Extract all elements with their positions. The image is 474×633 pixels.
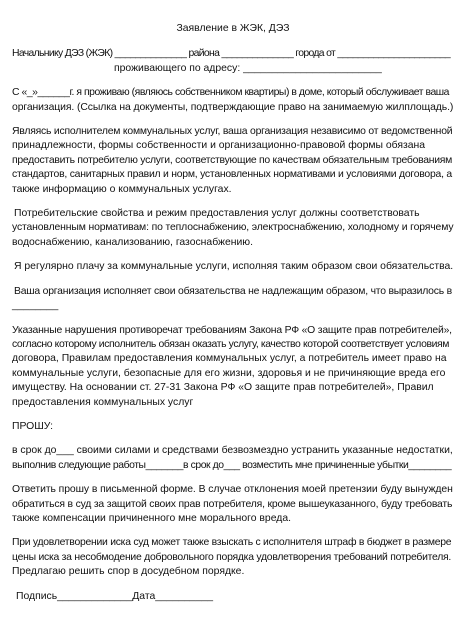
text-line: установленным нормативам: по теплоснабжению, электроснабжению, холодному и горячему <box>12 222 454 234</box>
text-line: цены иска за несобмодение добровольного порядка удовлетворения требований потребителя. <box>12 551 452 563</box>
paragraph-court <box>12 483 454 526</box>
paragraph-violation <box>12 285 454 314</box>
paragraph-obligations <box>12 125 454 197</box>
address-line: проживающего по адресу: ________________________ <box>114 62 382 74</box>
text-line: обратиться в суд за защитой своих прав потребителя, кроме вышеуказанного, буду требовать <box>12 498 453 510</box>
text-line: предоставления коммунальных услуг <box>12 396 194 408</box>
text-line: Предлагаю решить спор в досудебном порядке. <box>12 566 245 578</box>
paragraph-law <box>12 324 454 410</box>
request-heading: ПРОШУ: <box>12 420 54 432</box>
addressee-line: Начальнику ДЭЗ (ЖЭК) ______________ района ______________ города от ______________________ <box>12 48 450 60</box>
addressee-block <box>12 47 454 76</box>
text-line: выполнив следующие работы_______в срок до___ возместить мне причиненные убытки________ <box>12 459 452 471</box>
text-line: также информацию о коммунальных услугах. <box>12 183 232 195</box>
text-line: Указанные нарушения противоречат требованиям Закона РФ «О защите прав потребителей», <box>12 324 452 336</box>
text-line: предоставить потребителю услуги, соответствующие по качествам обязательным требованиям <box>12 154 453 166</box>
text-line: в срок до___ своими силами и средствами безвозмездно устранить указанные недостатки, <box>12 445 453 457</box>
signature-line: Подпись_____________Дата__________ <box>16 590 214 602</box>
text-line: Я регулярно плачу за коммунальные услуги, исполняя таким образом свои обязательства. <box>14 261 454 273</box>
text-line: согласно которому исполнитель обязан оказать услугу, качество которой соответствует условиям <box>12 338 450 350</box>
text-line: организация. (Ссылка на документы, подтверждающие право на занимаемую жилплощадь.) <box>12 101 454 113</box>
text-line: Ваша организация исполняет свои обязательства не надлежащим образом, что выразилось в <box>14 285 452 297</box>
paragraph-fine <box>12 536 454 579</box>
text-line: договора, Правилам предоставления коммунальных услуг, а потребитель имеет право на <box>12 353 447 365</box>
text-line: коммунальные услуги, безопасные для его жизни, здоровья и не причиняющие вреда его <box>12 367 446 379</box>
text-line: также компенсации причиненного мне морального вреда. <box>12 512 291 524</box>
text-line: Являясь исполнителем коммунальных услуг, ваша организация независимо от ведомственной <box>12 126 453 138</box>
text-line: ________ <box>12 300 59 312</box>
text-line: принадлежности, формы собственности и организационно-правовой формы обязана <box>12 140 426 152</box>
text-line: Потребительские свойства и режим предоставления услуг должны соответствовать <box>14 208 420 220</box>
paragraph-payment <box>12 260 454 274</box>
paragraph-request <box>12 444 454 473</box>
text-line: водоснабжению, канализованию, газоснабжению. <box>12 236 253 248</box>
text-line: Ответить прошу в письменной форме. В случае отклонения моей претензии буду вынужден <box>12 484 453 496</box>
text-line: С «_»______г. я проживаю (являюсь собственником квартиры) в доме, который обслуживает ваша <box>12 87 450 99</box>
text-line: стандартов, санитарных правил и норм, установленных нормативами и условиями договора, а <box>12 169 452 181</box>
paragraph-standards <box>12 207 454 250</box>
document-title: Заявление в ЖЭК, ДЭЗ <box>176 23 290 34</box>
text-line: имуществу. На основании ст. 27-31 Закона РФ «О защите прав потребителей», Правил <box>12 382 434 394</box>
text-line: При удовлетворении иска суд может также взыскать с исполнителя штраф в бюджет в размере <box>12 537 452 549</box>
paragraph-residence <box>12 86 454 115</box>
